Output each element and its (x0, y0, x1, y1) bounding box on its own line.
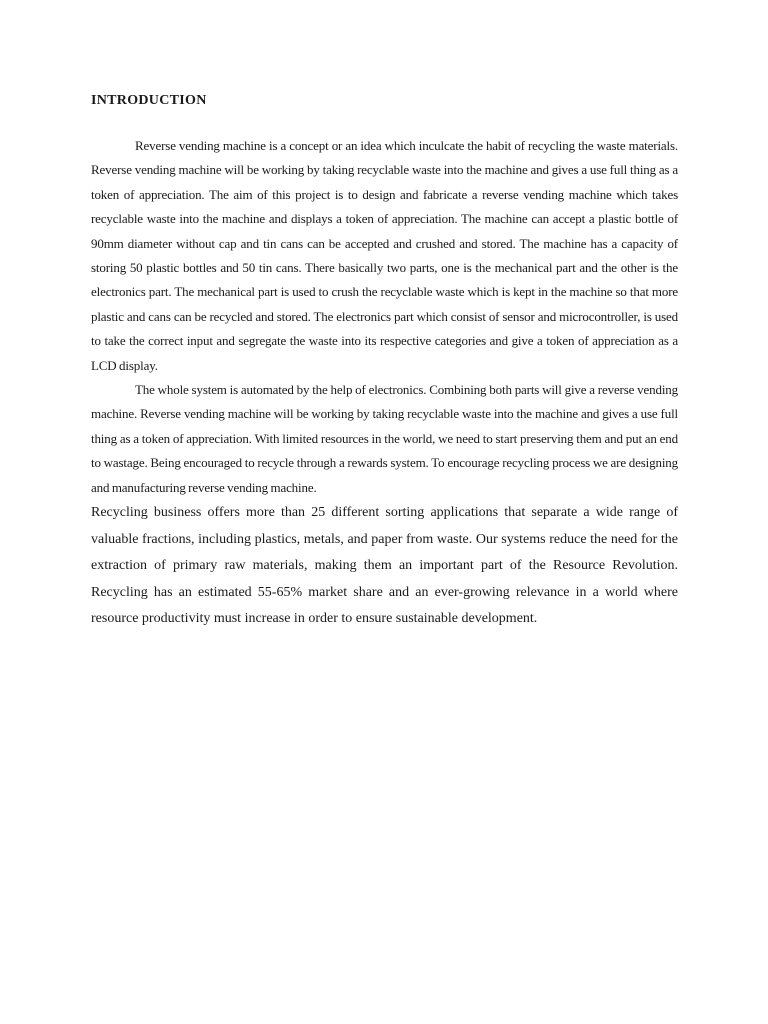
paragraph-recycling: Recycling business offers more than 25 different sorting applications that separate a wide range of valuable fractions, including plastics, metals, and paper from waste. Our systems reduce the need for the extraction of primary raw materials, making them an important part of the Resource Revolution. Recycling has an estimated 55-65% market share and an ever-growing relevance in a world where resource productivity must increase in order to ensure sustainable development. (91, 505, 678, 627)
paragraph-system: The whole system is automated by the help of electronics. Combining both parts will give a reverse vending machine. Reverse vending machine will be working by taking recyclable waste into the machine and gives a use full thing as a token of appreciation. With limited resources in the world, we need to start preserving them and put an end to wastage. Being encouraged to recycle through a rewards system. To encourage recycling process we are designing and manufacturing reverse vending machine. (91, 382, 678, 495)
body-text (91, 134, 678, 633)
section-heading: INTRODUCTION (91, 93, 207, 108)
paragraph-intro: Reverse vending machine is a concept or an idea which inculcate the habit of recycling the waste materials. Reverse vending machine will be working by taking recyclable waste into the machine and gives a use full thing as a token of appreciation. The aim of this project is to design and fabricate a reverse vending machine which takes recyclable waste into the machine and displays a token of appreciation. The machine can accept a plastic bottle of 90mm diameter without cap and tin cans can be accepted and crushed and stored. The machine has a capacity of storing 50 plastic bottles and 50 tin cans. There basically two parts, one is the mechanical part and the other is the electronics part. The mechanical part is used to crush the recyclable waste which is kept in the machine so that more plastic and cans can be recycled and stored. The electronics part which consist of sensor and microcontroller, is used to take the correct input and segregate the waste into its respective categories and give a token of appreciation as a LCD display. (91, 138, 678, 373)
